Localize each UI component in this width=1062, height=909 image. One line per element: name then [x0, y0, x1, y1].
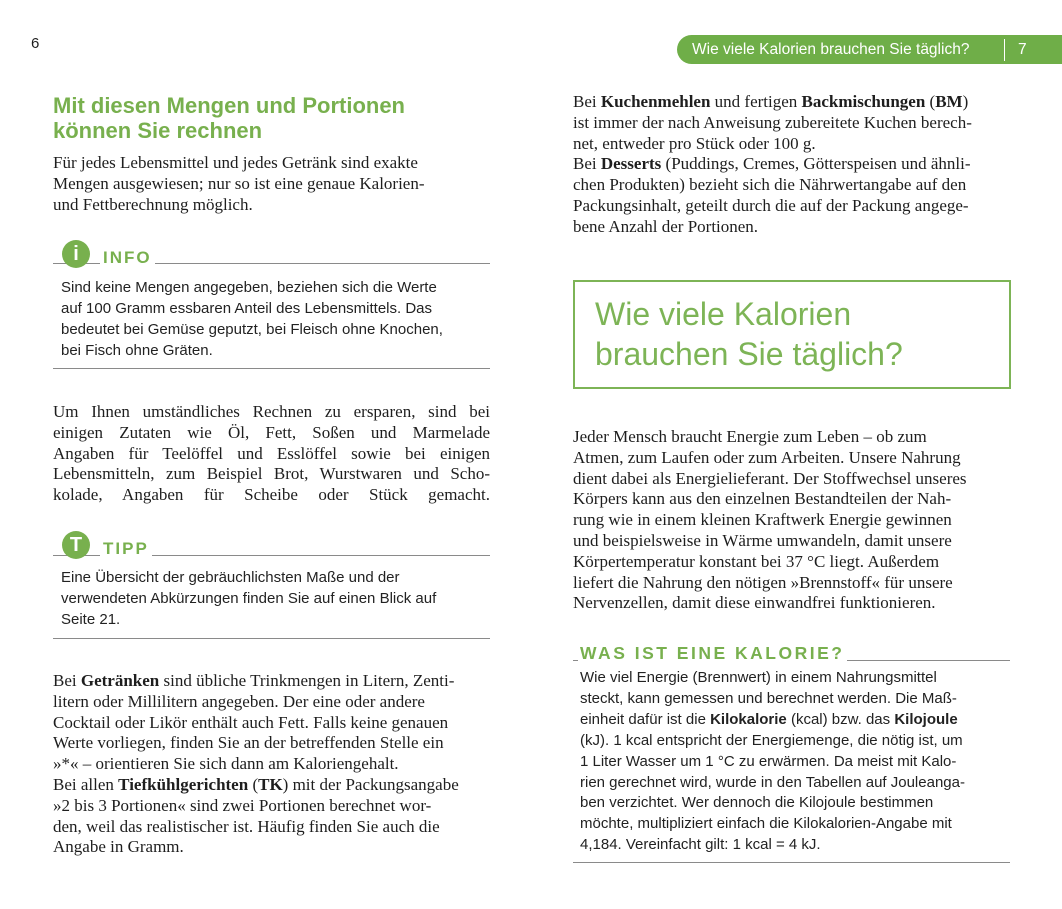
text-line: Lebensmitteln, zum Beispiel Brot, Wurstwaren und Scho-	[53, 464, 490, 484]
kalorie-label: WAS IST EINE KALORIE?	[578, 643, 847, 664]
text-line: »2 bis 3 Portionen« sind zwei Portionen berechnet wor-	[53, 795, 432, 815]
text-line: Nervenzellen, damit diese einwandfrei funktionieren.	[573, 593, 936, 613]
text-line: Werte vorliegen, finden Sie an der betreffenden Stelle ein	[53, 733, 444, 753]
text-line: Für jedes Lebensmittel und jedes Getränk sind exakte	[53, 153, 418, 172]
running-header-title: Wie viele Kalorien brauchen Sie täglich?	[692, 41, 970, 58]
text-line: rung wie in einem kleinen Kraftwerk Energie gewinnen	[573, 510, 952, 530]
text-line: 1 Liter Wasser um 1 °C zu erwärmen. Da meist mit Kalo-	[580, 752, 957, 770]
tipp-text	[61, 568, 436, 631]
bold-term: TK	[258, 774, 283, 794]
info-icon: i	[62, 240, 90, 268]
text-line: Wie viel Energie (Brennwert) in einem Nahrungsmittel	[580, 669, 937, 686]
heading-line: Mit diesen Mengen und Portionen	[53, 93, 405, 118]
bold-term: Kuchenmehlen	[600, 92, 711, 111]
info-text	[61, 278, 443, 362]
text-line: Atmen, zum Laufen oder zum Arbeiten. Unsere Nahrung	[573, 447, 961, 467]
text-line: Mengen ausgewiesen; nur so ist eine genaue Kalorien-	[53, 173, 425, 193]
bold-term: Backmischungen	[801, 92, 926, 111]
tipp-label: TIPP	[100, 539, 152, 559]
chapter-title-line: brauchen Sie täglich?	[595, 336, 903, 372]
page-number-right: 7	[1018, 41, 1027, 58]
text-line: kolade, Angaben für Scheibe oder Stück gemacht.	[53, 485, 490, 505]
text-line: einigen Zutaten wie Öl, Fett, Soßen und Marmelade	[53, 422, 490, 442]
text-line: und Fettberechnung möglich.	[53, 194, 253, 214]
tipp-bottom-rule	[53, 638, 490, 639]
text-line: Angabe in Gramm.	[53, 837, 184, 857]
text-line: einheit dafür ist die Kilokalorie (kcal) bzw. das Kilojoule	[580, 710, 958, 728]
text-line: Körpertemperatur konstant bei 37 °C liegt. Außerdem	[573, 551, 940, 571]
text-line: 4,184. Vereinfacht gilt: 1 kcal = 4 kJ.	[580, 836, 821, 854]
bold-term: Desserts	[600, 154, 662, 174]
paragraph-drinks	[53, 671, 459, 858]
running-header	[677, 35, 1062, 64]
text-line: bei Fisch ohne Gräten.	[61, 341, 213, 359]
text-line: Bei Getränken sind übliche Trinkmengen in Litern, Zenti-	[53, 671, 455, 690]
text-line: und beispielsweise in Wärme umwandeln, damit unsere	[573, 530, 952, 550]
text-line: Bei allen Tiefkühlgerichten (TK) mit der Packungsangabe	[53, 774, 459, 794]
kalorie-bottom-rule	[573, 862, 1010, 863]
paragraph-portions	[53, 402, 490, 506]
text-line: Sind keine Mengen angegeben, beziehen sich die Werte	[61, 279, 437, 296]
chapter-title-box	[573, 280, 1011, 389]
info-bottom-rule	[53, 368, 490, 369]
bold-term: BM	[935, 92, 963, 111]
page-number-left: 6	[31, 35, 40, 52]
text-line: litern oder Millilitern angegeben. Der eine oder andere	[53, 691, 425, 711]
text-line: Packungsinhalt, geteilt durch die auf der Packung angege-	[573, 195, 969, 215]
text-line: auf 100 Gramm essbaren Anteil des Lebensmittels. Das	[61, 299, 433, 317]
chapter-title-line: Wie viele Kalorien	[595, 296, 852, 332]
text-line: Angaben für Teelöffel und Esslöffel sowie bei einigen	[53, 443, 490, 463]
tipp-icon: T	[62, 531, 90, 559]
header-divider	[1004, 39, 1005, 61]
text-line: Um Ihnen umständliches Rechnen zu ersparen, sind bei	[53, 402, 490, 421]
text-line: (kJ). 1 kcal entspricht der Energiemenge, die nötig ist, um	[580, 731, 963, 749]
text-line: ist immer der nach Anweisung zubereitete Kuchen berech-	[573, 112, 972, 132]
text-line: Bei Kuchenmehlen und fertigen Backmischungen (BM)	[573, 92, 969, 111]
heading-line: können Sie rechnen	[53, 118, 263, 143]
paragraph-energy	[573, 427, 967, 614]
text-line: verwendeten Abkürzungen finden Sie auf einen Blick auf	[61, 589, 437, 607]
intro-paragraph	[53, 153, 425, 215]
text-line: bedeutet bei Gemüse geputzt, bei Fleisch ohne Knochen,	[61, 320, 443, 338]
text-line: rien gerechnet wird, wurde in den Tabellen auf Jouleanga-	[580, 773, 965, 791]
bold-term: Getränken	[80, 671, 160, 690]
bold-term: Tiefkühlgerichten	[118, 774, 249, 794]
text-line: Jeder Mensch braucht Energie zum Leben – ob zum	[573, 427, 927, 446]
text-line: net, entweder pro Stück oder 100 g.	[573, 133, 816, 153]
text-line: möchte, multipliziert einfach die Kilokalorien-Angabe mit	[580, 815, 952, 833]
paragraph-baking	[573, 92, 972, 238]
text-line: ben verzichtet. Wer dennoch die Kilojoule bestimmen	[580, 794, 934, 812]
section-heading	[53, 93, 405, 143]
bold-term: Kilojoule	[894, 710, 958, 728]
text-line: den, weil das realistischer ist. Häufig finden Sie auch die	[53, 816, 440, 836]
bold-term: Kilokalorie	[710, 710, 787, 728]
text-line: dient dabei als Energielieferant. Der Stoffwechsel unseres	[573, 468, 967, 488]
text-line: steckt, kann gemessen und berechnet werden. Die Maß-	[580, 689, 957, 707]
text-line: »*« – orientieren Sie sich dann am Kaloriengehalt.	[53, 754, 399, 774]
text-line: Körpers kann aus den einzelnen Bestandteilen der Nah-	[573, 489, 952, 509]
text-line: Bei Desserts (Puddings, Cremes, Götterspeisen und ähnli-	[573, 154, 971, 174]
kalorie-text	[580, 668, 965, 856]
text-line: Cocktail oder Likör enthält auch Fett. Falls keine genauen	[53, 712, 449, 732]
text-line: chen Produkten) bezieht sich die Nährwertangabe auf den	[573, 175, 967, 195]
text-line: liefert die Nahrung den nötigen »Brennstoff« für unsere	[573, 572, 953, 592]
chapter-title	[595, 294, 903, 374]
text-line: bene Anzahl der Portionen.	[573, 216, 759, 236]
text-line: Eine Übersicht der gebräuchlichsten Maße und der	[61, 569, 400, 586]
info-label: INFO	[100, 248, 155, 268]
text-line: Seite 21.	[61, 610, 121, 628]
